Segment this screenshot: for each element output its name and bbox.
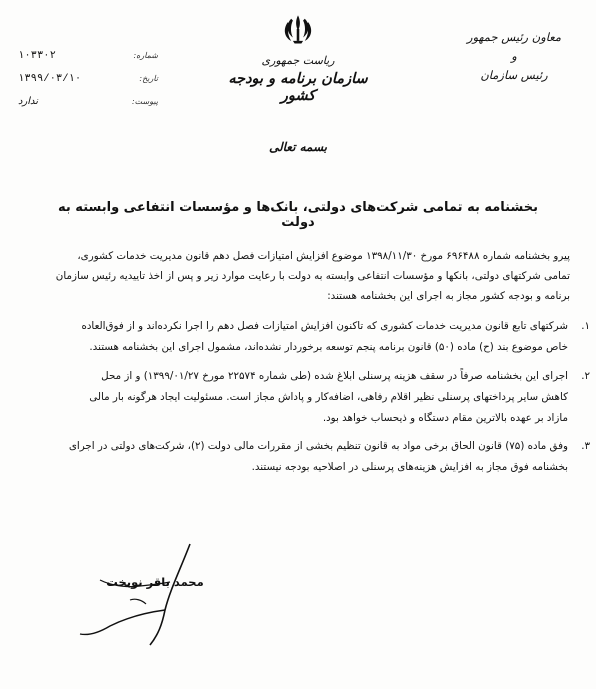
intro-line: پیرو بخشنامه شماره ۶۹۶۴۸۸ مورخ ۱۳۹۸/۱۱/۳۰ موضوع افزایش امتیازات فصل دهم قانون مدیریت خدمات کشوری، — [77, 250, 570, 262]
signatory-title-line3: رئیس سازمان — [480, 68, 548, 82]
signatory-title-block — [454, 28, 574, 85]
letterhead — [210, 12, 386, 104]
iran-emblem-icon — [281, 12, 315, 46]
letter-meta — [18, 44, 158, 113]
signer-name: محمد باقر نوبخت — [106, 575, 204, 589]
meta-number-row — [18, 44, 158, 67]
intro-line: تمامی شرکتهای دولتی، بانکها و مؤسسات انتفاعی وابسته به دولت با رعایت موارد زیر و پس از اخذ تاییدیه رئیس سازمان — [55, 270, 570, 282]
basmala: بسمه تعالی — [268, 140, 328, 154]
list-item-number: ۳. — [581, 440, 590, 452]
handwritten-signature — [70, 540, 220, 650]
list-item-line: خاص موضوع بند (ح) ماده (۵۰) قانون برنامه پنجم توسعه برخوردار نشده‌اند، مشمول اجرای این بخشنامه هستند. — [89, 341, 568, 353]
list-item-3 — [68, 436, 590, 478]
org-line2: سازمان برنامه و بودجه کشور — [228, 70, 368, 104]
list-item-1 — [68, 316, 590, 358]
list-item-line: اجرای این بخشنامه صرفاً در سقف هزینه پرسنلی ابلاغ شده (طی شماره ۲۲۵۷۴ مورخ ۱۳۹۹/۰۱/۲۷) و از محل — [101, 370, 568, 382]
meta-number-value: ۱۰۳۳۰۲ — [18, 50, 56, 62]
meta-attachment-value: ندارد — [18, 96, 39, 107]
letter-title: بخشنامه به تمامی شرکت‌های دولتی، بانک‌ها و مؤسسات انتفاعی وابسته به دولت — [58, 200, 538, 230]
list-item-line: شرکتهای تابع قانون مدیریت خدمات کشوری که تاکنون افزایش امتیازات فصل دهم را اجرا نکرده‌اند و از فوق‌العاده — [81, 320, 568, 332]
list-item-line: کاهش سایر پرداختهای پرسنلی نظیر اقلام رفاهی، اضافه‌کار و پاداش مجاز است. مسئولیت ایجاد هرگونه بار مالی — [89, 391, 568, 403]
meta-attachment-label: پیوست: — [131, 97, 158, 106]
list-item-line: وفق ماده (۷۵) قانون الحاق برخی مواد به قانون تنظیم بخشی از مقررات مالی دولت (۲)، شرکت‌های دولتی در اجرای — [68, 440, 568, 452]
org-line1: ریاست جمهوری — [261, 54, 335, 67]
intro-paragraph — [30, 246, 570, 306]
signatory-title-line1: معاون رئیس جمهور — [467, 30, 561, 44]
list-item-line: بخشنامه فوق مجاز به افزایش هزینه‌های پرسنلی در اصلاحیه بودجه نیستند. — [251, 461, 568, 473]
meta-number-label: شماره: — [133, 51, 158, 60]
meta-date-label: تاریخ: — [139, 74, 158, 83]
list-item-number: ۲. — [581, 370, 590, 382]
meta-attachment-row — [18, 90, 158, 113]
intro-line: برنامه و بودجه کشور مجاز به اجرای این بخشنامه هستند: — [327, 290, 570, 302]
list-item-number: ۱. — [581, 320, 590, 332]
meta-date-row — [18, 67, 158, 90]
list-item-line: مازاد بر عهده بالاترین مقام دستگاه و ذیحساب خواهد بود. — [322, 412, 568, 424]
signatory-title-line2: و — [511, 49, 517, 63]
list-item-2 — [68, 366, 590, 429]
meta-date-value: ۱۳۹۹/۰۳/۱۰ — [18, 73, 82, 85]
